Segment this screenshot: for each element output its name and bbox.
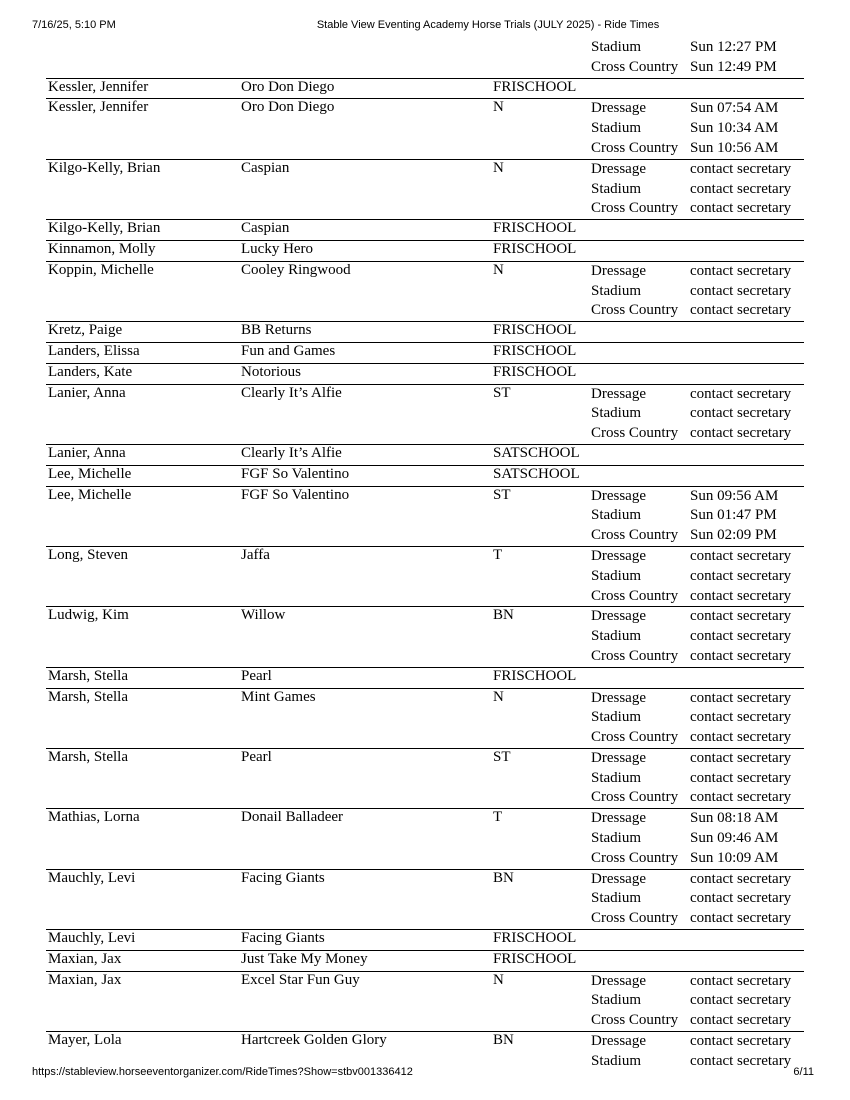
phase-list bbox=[591, 487, 804, 546]
phase-name: Stadium bbox=[591, 507, 642, 524]
phase-time: contact secretary bbox=[690, 789, 792, 806]
horse-name: FGF So Valentino bbox=[241, 486, 350, 503]
phase-list bbox=[591, 445, 804, 465]
row-spacer bbox=[591, 343, 804, 363]
table-row bbox=[46, 364, 804, 385]
phase-time: contact secretary bbox=[690, 385, 792, 402]
phase-name: Dressage bbox=[591, 547, 646, 564]
phase-line bbox=[591, 38, 804, 58]
phase-time: Sun 02:09 PM bbox=[690, 527, 777, 544]
phase-name: Dressage bbox=[591, 100, 646, 117]
phase-line bbox=[591, 728, 804, 748]
phase-time: Sun 09:46 AM bbox=[690, 830, 779, 847]
horse-name: Pearl bbox=[241, 748, 272, 765]
table-row bbox=[46, 79, 804, 100]
horse-name: Hartcreek Golden Glory bbox=[241, 1032, 387, 1049]
phase-list bbox=[591, 547, 804, 606]
rider-name: Marsh, Stella bbox=[48, 748, 128, 765]
phase-name: Stadium bbox=[591, 1052, 642, 1069]
phase-time: contact secretary bbox=[690, 1033, 792, 1050]
division: FRISCHOOL bbox=[493, 930, 577, 947]
row-spacer bbox=[591, 220, 804, 240]
phase-list bbox=[591, 99, 804, 158]
rider-name: Lanier, Anna bbox=[48, 384, 126, 401]
rider-name: Kessler, Jennifer bbox=[48, 99, 149, 116]
rider-name: Maxian, Jax bbox=[48, 971, 122, 988]
phase-name: Cross Country bbox=[591, 302, 679, 319]
rider-name: Mayer, Lola bbox=[48, 1032, 122, 1049]
horse-name: Cooley Ringwood bbox=[241, 261, 351, 278]
division: N bbox=[493, 688, 504, 705]
division: SATSCHOOL bbox=[493, 465, 580, 482]
phase-time: contact secretary bbox=[690, 200, 792, 217]
horse-name: Just Take My Money bbox=[241, 950, 368, 967]
division: SATSCHOOL bbox=[493, 444, 580, 461]
division: ST bbox=[493, 748, 511, 765]
phase-name: Cross Country bbox=[591, 139, 679, 156]
row-spacer bbox=[591, 322, 804, 342]
phase-time: contact secretary bbox=[690, 628, 792, 645]
phase-time: contact secretary bbox=[690, 870, 792, 887]
phase-line bbox=[591, 909, 804, 929]
phase-name: Dressage bbox=[591, 870, 646, 887]
phase-name: Stadium bbox=[591, 769, 642, 786]
phase-line bbox=[591, 829, 804, 849]
phase-time: contact secretary bbox=[690, 160, 792, 177]
rider-name: Ludwig, Kim bbox=[48, 607, 129, 624]
phase-name: Dressage bbox=[591, 749, 646, 766]
phase-time: contact secretary bbox=[690, 587, 792, 604]
table-row bbox=[46, 547, 804, 607]
rider-name: Marsh, Stella bbox=[48, 667, 128, 684]
horse-name: Facing Giants bbox=[241, 930, 325, 947]
page-header bbox=[0, 19, 850, 35]
phase-time: Sun 12:27 PM bbox=[690, 39, 777, 55]
table-row bbox=[46, 262, 804, 322]
division: FRISCHOOL bbox=[493, 78, 577, 95]
horse-name: Jaffa bbox=[241, 546, 270, 563]
division: BN bbox=[493, 869, 514, 886]
division: FRISCHOOL bbox=[493, 322, 577, 339]
row-spacer bbox=[591, 79, 804, 99]
horse-name: Clearly It’s Alfie bbox=[241, 444, 342, 461]
phase-time: contact secretary bbox=[690, 992, 792, 1009]
phase-name: Dressage bbox=[591, 1033, 646, 1050]
phase-line bbox=[591, 567, 804, 587]
phase-list bbox=[591, 385, 804, 444]
phase-name: Stadium bbox=[591, 39, 642, 55]
phase-time: contact secretary bbox=[690, 890, 792, 907]
phase-line bbox=[591, 58, 804, 78]
page-number: 6/11 bbox=[793, 1066, 814, 1078]
phase-list bbox=[591, 689, 804, 748]
phase-line bbox=[591, 119, 804, 139]
division: FRISCHOOL bbox=[493, 363, 577, 380]
rider-name: Mauchly, Levi bbox=[48, 930, 136, 947]
row-spacer bbox=[591, 466, 804, 486]
table-row bbox=[46, 951, 804, 972]
phase-time: contact secretary bbox=[690, 729, 792, 746]
phase-line bbox=[591, 769, 804, 789]
horse-name: Willow bbox=[241, 607, 286, 624]
phase-line bbox=[591, 607, 804, 627]
phase-name: Cross Country bbox=[591, 849, 679, 866]
horse-name: Oro Don Diego bbox=[241, 78, 335, 95]
phase-line bbox=[591, 262, 804, 282]
table-row bbox=[46, 870, 804, 930]
phase-line bbox=[591, 1011, 804, 1031]
phase-time: contact secretary bbox=[690, 567, 792, 584]
continued-row bbox=[46, 38, 804, 79]
rider-name: Long, Steven bbox=[48, 546, 128, 563]
phase-line bbox=[591, 180, 804, 200]
phase-line bbox=[591, 809, 804, 829]
division: N bbox=[493, 99, 504, 116]
phase-list bbox=[591, 668, 804, 688]
rider-name: Lanier, Anna bbox=[48, 444, 126, 461]
division: ST bbox=[493, 486, 511, 503]
phase-time: Sun 01:47 PM bbox=[690, 507, 777, 524]
horse-name: Fun and Games bbox=[241, 342, 336, 359]
phase-name: Dressage bbox=[591, 487, 646, 504]
division: FRISCHOOL bbox=[493, 220, 577, 237]
phase-time: contact secretary bbox=[690, 282, 792, 299]
phase-list bbox=[591, 38, 804, 78]
phase-list bbox=[591, 262, 804, 321]
division: T bbox=[493, 546, 503, 563]
phase-line bbox=[591, 1032, 804, 1052]
phase-time: contact secretary bbox=[690, 262, 792, 279]
phase-name: Dressage bbox=[591, 385, 646, 402]
phase-time: Sun 12:49 PM bbox=[690, 58, 777, 75]
rider-name: Marsh, Stella bbox=[48, 688, 128, 705]
phase-list bbox=[591, 870, 804, 929]
row-spacer bbox=[591, 364, 804, 384]
horse-name: Notorious bbox=[241, 363, 301, 380]
page-title: Stable View Eventing Academy Horse Trials (JULY 2025) - Ride Times bbox=[316, 19, 660, 31]
phase-name: Cross Country bbox=[591, 910, 679, 927]
phase-time: Sun 10:09 AM bbox=[690, 849, 779, 866]
rider-name: Landers, Elissa bbox=[48, 342, 140, 359]
horse-name: Clearly It’s Alfie bbox=[241, 384, 342, 401]
phase-name: Stadium bbox=[591, 567, 642, 584]
rider-name: Lee, Michelle bbox=[48, 486, 132, 503]
row-spacer bbox=[591, 668, 804, 688]
phase-list bbox=[591, 160, 804, 219]
phase-name: Dressage bbox=[591, 810, 646, 827]
phase-time: Sun 10:56 AM bbox=[690, 139, 779, 156]
rider-name: Kilgo-Kelly, Brian bbox=[48, 159, 161, 176]
division: N bbox=[493, 159, 504, 176]
page-url: https://stableview.horseeventorganizer.com/RideTimes?Show=stbv001336412 bbox=[32, 1066, 413, 1078]
phase-name: Cross Country bbox=[591, 1012, 679, 1029]
rider-name: Koppin, Michelle bbox=[48, 261, 154, 278]
division: N bbox=[493, 261, 504, 278]
horse-name: Donail Balladeer bbox=[241, 809, 344, 826]
phase-name: Cross Country bbox=[591, 58, 679, 75]
phase-name: Stadium bbox=[591, 282, 642, 299]
row-spacer bbox=[591, 930, 804, 950]
table-row bbox=[46, 322, 804, 343]
horse-name: FGF So Valentino bbox=[241, 465, 350, 482]
phase-list bbox=[591, 972, 804, 1031]
rider-name: Kilgo-Kelly, Brian bbox=[48, 220, 161, 237]
page-footer bbox=[0, 1066, 850, 1082]
phase-time: contact secretary bbox=[690, 647, 792, 664]
phase-time: contact secretary bbox=[690, 425, 792, 442]
phase-line bbox=[591, 139, 804, 159]
phase-list bbox=[591, 343, 804, 363]
phase-time: Sun 10:34 AM bbox=[690, 120, 779, 137]
phase-name: Stadium bbox=[591, 405, 642, 422]
phase-line bbox=[591, 160, 804, 180]
phase-list bbox=[591, 466, 804, 486]
phase-time: contact secretary bbox=[690, 405, 792, 422]
row-spacer bbox=[591, 951, 804, 971]
phase-list bbox=[591, 930, 804, 950]
phase-name: Cross Country bbox=[591, 789, 679, 806]
phase-line bbox=[591, 282, 804, 302]
table-row bbox=[46, 972, 804, 1032]
phase-time: contact secretary bbox=[690, 1012, 792, 1029]
phase-line bbox=[591, 972, 804, 992]
table-row bbox=[46, 99, 804, 159]
horse-name: Facing Giants bbox=[241, 869, 325, 886]
phase-name: Stadium bbox=[591, 890, 642, 907]
table-row bbox=[46, 220, 804, 241]
phase-time: Sun 07:54 AM bbox=[690, 100, 779, 117]
horse-name: BB Returns bbox=[241, 322, 312, 339]
table-row bbox=[46, 930, 804, 951]
phase-line bbox=[591, 385, 804, 405]
phase-list bbox=[591, 322, 804, 342]
phase-line bbox=[591, 749, 804, 769]
phase-list bbox=[591, 220, 804, 240]
phase-list bbox=[591, 364, 804, 384]
phase-time: contact secretary bbox=[690, 910, 792, 927]
phase-list bbox=[591, 749, 804, 808]
phase-line bbox=[591, 647, 804, 667]
phase-line bbox=[591, 506, 804, 526]
phase-name: Stadium bbox=[591, 120, 642, 137]
division: T bbox=[493, 809, 503, 826]
phase-line bbox=[591, 870, 804, 890]
phase-line bbox=[591, 404, 804, 424]
phase-name: Dressage bbox=[591, 160, 646, 177]
phase-line bbox=[591, 199, 804, 219]
phase-name: Dressage bbox=[591, 972, 646, 989]
phase-line bbox=[591, 788, 804, 808]
phase-time: Sun 09:56 AM bbox=[690, 487, 779, 504]
phase-line bbox=[591, 849, 804, 869]
phase-line bbox=[591, 587, 804, 607]
division: FRISCHOOL bbox=[493, 667, 577, 684]
phase-name: Stadium bbox=[591, 180, 642, 197]
phase-name: Cross Country bbox=[591, 729, 679, 746]
table-row bbox=[46, 343, 804, 364]
horse-name: Caspian bbox=[241, 220, 290, 237]
table-row bbox=[46, 160, 804, 220]
phase-line bbox=[591, 991, 804, 1011]
phase-line bbox=[591, 487, 804, 507]
phase-time: contact secretary bbox=[690, 689, 792, 706]
division: BN bbox=[493, 607, 514, 624]
phase-time: contact secretary bbox=[690, 180, 792, 197]
phase-line bbox=[591, 889, 804, 909]
phase-time: contact secretary bbox=[690, 709, 792, 726]
division: FRISCHOOL bbox=[493, 342, 577, 359]
phase-list bbox=[591, 607, 804, 666]
phase-line bbox=[591, 99, 804, 119]
division: FRISCHOOL bbox=[493, 950, 577, 967]
phase-time: contact secretary bbox=[690, 608, 792, 625]
phase-name: Cross Country bbox=[591, 200, 679, 217]
division: FRISCHOOL bbox=[493, 240, 577, 257]
phase-list bbox=[591, 951, 804, 971]
phase-list bbox=[591, 79, 804, 99]
rider-name: Mauchly, Levi bbox=[48, 869, 136, 886]
phase-name: Cross Country bbox=[591, 527, 679, 544]
table-row bbox=[46, 385, 804, 445]
phase-time: contact secretary bbox=[690, 302, 792, 319]
rider-name: Kessler, Jennifer bbox=[48, 78, 149, 95]
table-row bbox=[46, 668, 804, 689]
phase-time: Sun 08:18 AM bbox=[690, 810, 779, 827]
phase-name: Stadium bbox=[591, 628, 642, 645]
horse-name: Caspian bbox=[241, 159, 290, 176]
row-spacer bbox=[591, 445, 804, 465]
horse-name: Oro Don Diego bbox=[241, 99, 335, 116]
horse-name: Lucky Hero bbox=[241, 240, 314, 257]
phase-line bbox=[591, 547, 804, 567]
phase-name: Dressage bbox=[591, 262, 646, 279]
division: N bbox=[493, 971, 504, 988]
phase-line bbox=[591, 708, 804, 728]
rider-name: Mathias, Lorna bbox=[48, 809, 140, 826]
horse-name: Excel Star Fun Guy bbox=[241, 971, 360, 988]
rider-name: Landers, Kate bbox=[48, 363, 133, 380]
phase-time: contact secretary bbox=[690, 1052, 792, 1069]
phase-name: Dressage bbox=[591, 689, 646, 706]
phase-line bbox=[591, 424, 804, 444]
print-datetime: 7/16/25, 5:10 PM bbox=[32, 19, 116, 31]
table-row bbox=[46, 749, 804, 809]
phase-time: contact secretary bbox=[690, 972, 792, 989]
rider-name: Kinnamon, Molly bbox=[48, 240, 156, 257]
horse-name: Mint Games bbox=[241, 688, 316, 705]
phase-line bbox=[591, 627, 804, 647]
phase-time: contact secretary bbox=[690, 749, 792, 766]
rider-name: Maxian, Jax bbox=[48, 950, 122, 967]
phase-time: contact secretary bbox=[690, 547, 792, 564]
rider-name: Kretz, Paige bbox=[48, 322, 123, 339]
row-spacer bbox=[591, 241, 804, 261]
division: ST bbox=[493, 384, 511, 401]
phase-list bbox=[591, 809, 804, 868]
phase-name: Dressage bbox=[591, 608, 646, 625]
phase-name: Cross Country bbox=[591, 587, 679, 604]
table-row bbox=[46, 241, 804, 262]
phase-list bbox=[591, 241, 804, 261]
rider-name: Lee, Michelle bbox=[48, 465, 132, 482]
table-row bbox=[46, 445, 804, 466]
phase-name: Cross Country bbox=[591, 647, 679, 664]
phase-name: Stadium bbox=[591, 709, 642, 726]
table-row bbox=[46, 809, 804, 869]
phase-name: Cross Country bbox=[591, 425, 679, 442]
ride-times-table bbox=[46, 38, 804, 1072]
table-row bbox=[46, 689, 804, 749]
table-row bbox=[46, 466, 804, 487]
division: BN bbox=[493, 1032, 514, 1049]
phase-name: Stadium bbox=[591, 830, 642, 847]
phase-line bbox=[591, 689, 804, 709]
horse-name: Pearl bbox=[241, 667, 272, 684]
table-row bbox=[46, 607, 804, 667]
phase-time: contact secretary bbox=[690, 769, 792, 786]
phase-name: Stadium bbox=[591, 992, 642, 1009]
phase-line bbox=[591, 301, 804, 321]
phase-line bbox=[591, 526, 804, 546]
table-row bbox=[46, 487, 804, 547]
